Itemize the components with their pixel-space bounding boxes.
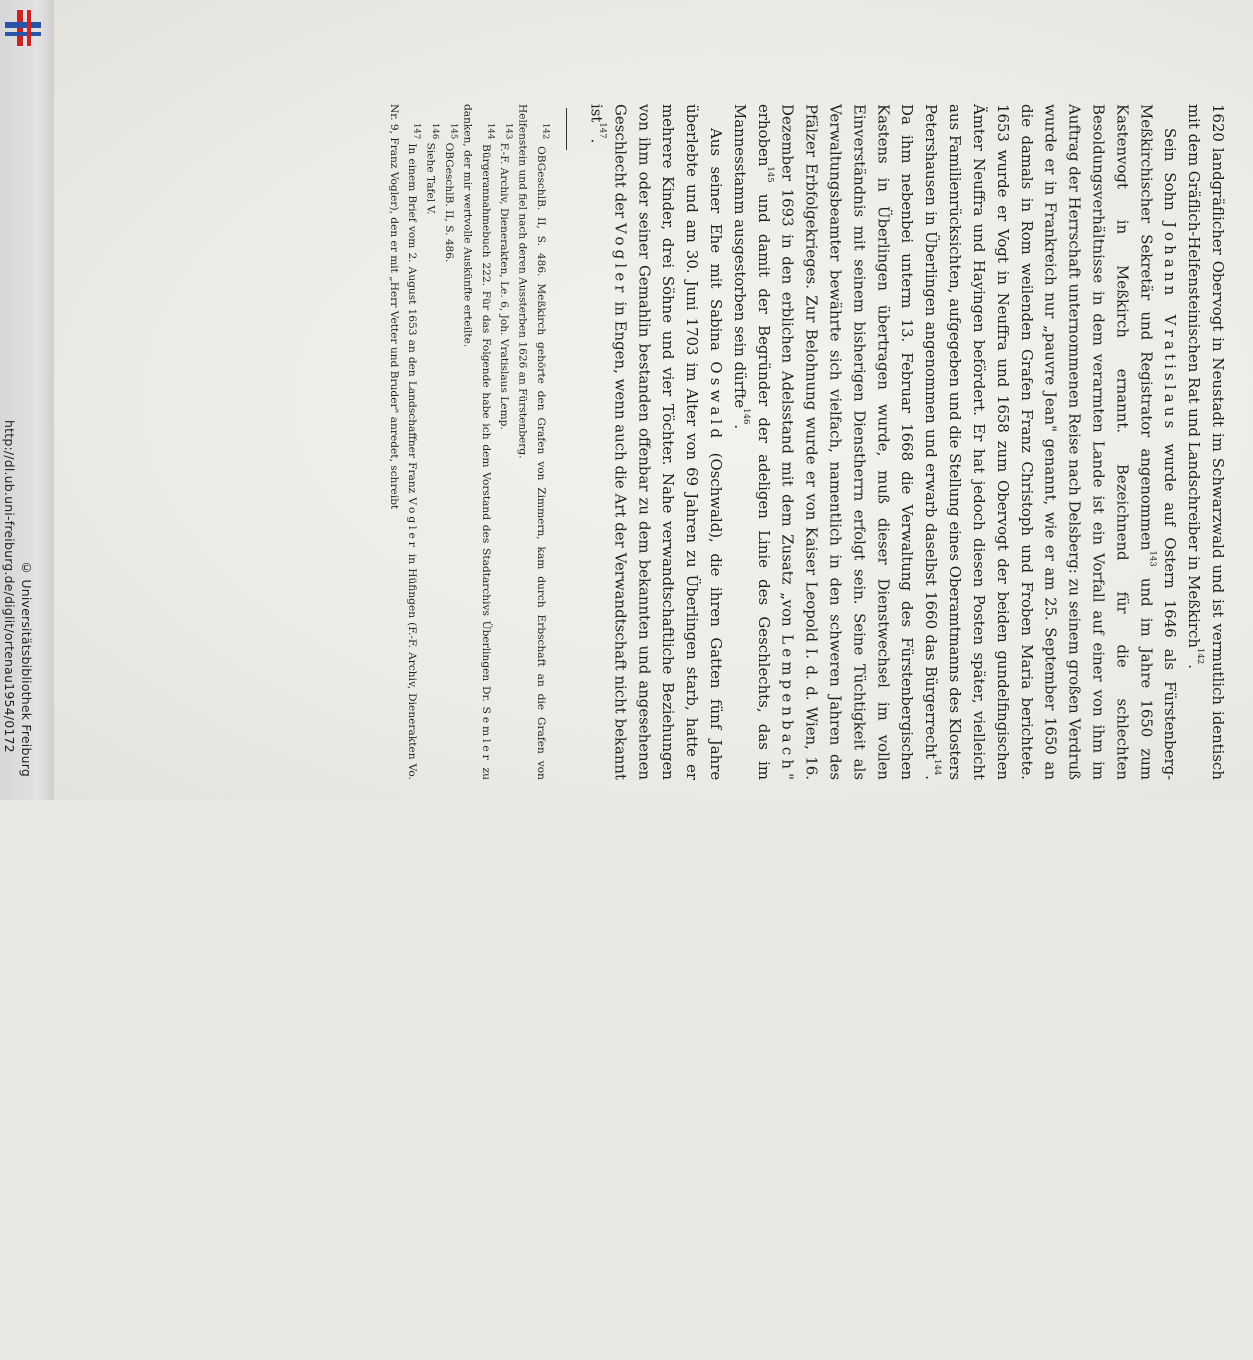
text-run: und im Jahre 1650 zum Kastenvogt in Meßkirch ernannt. Bezeichnend für die schlechten Besoldungsverhältnisse in dem verarmten Lande ist ein Vorfall auf einer von ihm im Auftrag der Herrschaft unternommenen Reise nach Delsberg: zu seinem großen Verdruß wurde er in Frankreich nur „pauvre Jean" genannt, wie er am 25. September 1650 an die damals in Rom weilenden Grafen Franz Christoph und Froben Maria berichtete. 1653 wurde er Vogt in Neuffra und 1658 zum Obervogt der beiden gundelfingischen Ämter Neuffra und Hayingen befördert. Er hat jedoch diesen Posten später, vielleicht aus Familienrücksichten, aufgegeben und die Stellung eines Oberamtmanns des Klosters Petershausen in Überlingen angenommen und erwarb daselbst 1660 das Bürgerrecht (922, 104, 1156, 780)
text-run: wurde auf Ostern 1646 als Fürstenberg-Meßkirchischer Sekretär und Registrator angenommen (1137, 104, 1180, 780)
footnote-142 (513, 104, 550, 780)
text-run: . (587, 138, 606, 144)
footnote-text: in Hüfingen (F.-F. Archiv, Dienerakten Vo. Nr. 9, Franz Vogler), den er mit „Herr Vetter und Bruder" anredet, schreibt (387, 104, 419, 780)
footnote-text: Bürgerannahmebuch 222. Für das Folgende habe ich dem Vorstand des Stadtarchivs Überlingen Dr. (479, 139, 492, 707)
text-run: . (1185, 664, 1204, 669)
footnote-number: 144 (485, 123, 496, 140)
spaced-name: Semler (479, 706, 492, 763)
spaced-name: Oswald (706, 361, 725, 443)
footnote-text: Siehe Tafel V. (424, 139, 437, 215)
footnote-147 (384, 104, 421, 780)
viewer-sidebar (0, 0, 54, 800)
footnote-144 (458, 104, 495, 780)
footnote-divider (566, 108, 567, 150)
footnote-number: 142 (540, 123, 551, 140)
footnote-number: 147 (411, 123, 422, 140)
page-content (54, 0, 1253, 800)
text-run: Sein Sohn (1161, 127, 1180, 222)
paragraph-2 (727, 104, 1181, 780)
spaced-name: Lempenbach (778, 634, 797, 774)
footnote-text: zu danken, der mir wertvolle Auskünfte erteilte. (461, 104, 492, 780)
footnote-ref: 145 (764, 166, 775, 183)
paragraph-3 (584, 104, 727, 780)
spaced-name: Vogler (406, 497, 419, 550)
footnote-ref: 146 (740, 408, 751, 425)
document-url[interactable]: http://dl.ub.uni-freiburg.de/diglit/ortenau1954/0172 (2, 420, 17, 753)
spaced-name: Johann Vratislaus (1161, 221, 1180, 433)
footnote-146 (421, 104, 439, 780)
text-run: " erhoben (754, 104, 797, 780)
footnote-ref: 144 (932, 759, 943, 776)
footnotes (54, 104, 550, 780)
text-run: 1620 landgräflicher Obervogt in Neustadt im Schwarzwald und ist vermutlich identisch mit dem Gräflich-Helfensteinischen Rat und Landschreiber in Meßkirch (1185, 104, 1227, 780)
copyright-notice: © Universitätsbibliothek Freiburg (19, 560, 34, 777)
scanned-page (54, 0, 1253, 800)
footnote-number: 146 (430, 123, 441, 140)
footnote-number: 143 (503, 123, 514, 140)
text-run: . (730, 424, 749, 430)
text-run: und damit der Begründer der adeligen Linie des Geschlechts, das im Mannesstamm ausgestorben sein dürfte (730, 104, 773, 780)
footnote-text: OBGeschlB. II, S. 486. (442, 139, 455, 263)
paragraph-1 (1181, 104, 1229, 780)
spaced-name: Vogler (611, 222, 630, 297)
footnote-text: OBGeschlB. II, S. 486. Meßkirch gehörte den Grafen von Zimmern, kam durch Erbschaft an die Grafen von Helfenstein und fiel nach deren Aussterben 1626 an Fürstenberg. (516, 104, 547, 780)
footnote-number: 145 (448, 123, 459, 140)
footnote-ref: 143 (1147, 550, 1158, 567)
text-run: in Engen, wenn auch die Art der Verwandtschaft nicht bekannt ist (587, 104, 630, 781)
footnote-text: In einem Brief vom 2. August 1653 an den Landschaffner Franz (406, 139, 419, 498)
text-run: (Oschwald), die ihren Gatten fünf Jahre überlebte und am 30. Juni 1703 im Alter von 69 Jahren zu Überlingen starb, hatte er mehrere Kinder, drei Söhne und vier Töchter. Nahe verwandtschaftliche Beziehungen von ihm oder seiner Gemahlin bestanden offenbar zu dem bekannten und angesehenen Geschlecht der (611, 104, 725, 780)
footnote-ref: 142 (1195, 647, 1206, 665)
footnote-ref: 147 (597, 122, 608, 139)
footnote-text: F.-F. Archiv, Dienerakten, Le. 6, Joh. Vratislaus Lemp. (498, 139, 511, 430)
footnote-143 (495, 104, 513, 780)
footnote-145 (440, 104, 458, 780)
text-run: . Da ihm nebenbei unterm 13. Februar 1668 die Verwaltung des Fürstenbergischen Kastens in Überlingen übertragen wurde, muß dieser Dienstwechsel im vollen Einverständnis mit seinem bisherigen Dienstherrn erfolgt sein. Seine Tüchtigkeit als Verwaltungsbeamter bewährte sich vielfach, namentlich in den schweren Jahren des Pfälzer Erbfolgekrieges. Zur Belohnung wurde er von Kaiser Leopold I. d. d. Wien, 16. Dezember 1693 in den erblichen Adelsstand mit dem Zusatz „von (778, 104, 941, 780)
main-text (589, 104, 1229, 780)
text-run: Aus seiner Ehe mit Sabina (706, 127, 725, 362)
